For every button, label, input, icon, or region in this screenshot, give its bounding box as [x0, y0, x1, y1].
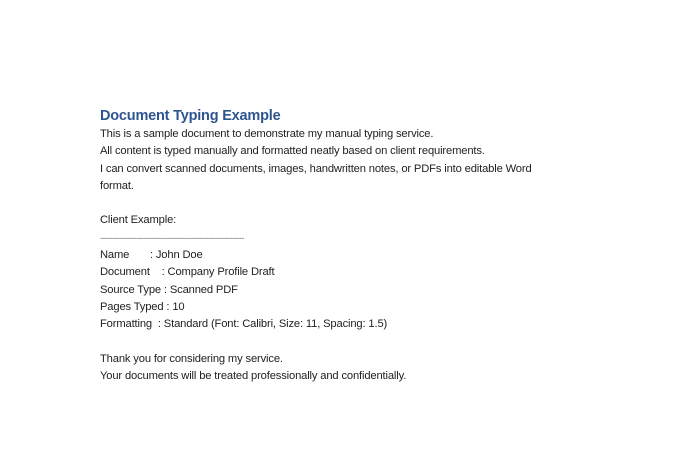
- intro-line: All content is typed manually and formatted neatly based on client requirements.: [100, 145, 485, 158]
- detail-source-type: Source Type : Scanned PDF: [100, 283, 238, 296]
- detail-name: Name : John Doe: [100, 249, 203, 262]
- document-body: [100, 107, 660, 385]
- closing-line: Thank you for considering my service.: [100, 352, 283, 365]
- detail-pages-typed: Pages Typed : 10: [100, 300, 185, 313]
- document-title: Document Typing Example: [100, 108, 281, 124]
- detail-formatting: Formatting : Standard (Font: Calibri, Size: 11, Spacing: 1.5): [100, 318, 388, 331]
- blank-line: [100, 334, 660, 351]
- closing-line: Your documents will be treated professionally and confidentially.: [100, 370, 407, 383]
- separator-line: ------------------------------------------------------------: [100, 232, 244, 243]
- client-heading: Client Example:: [100, 214, 177, 227]
- blank-line: [100, 195, 660, 212]
- intro-line: I can convert scanned documents, images, handwritten notes, or PDFs into editable Word: [100, 162, 532, 175]
- intro-line: This is a sample document to demonstrate my manual typing service.: [100, 128, 434, 140]
- detail-document: Document : Company Profile Draft: [100, 266, 275, 279]
- intro-line: format.: [100, 179, 134, 192]
